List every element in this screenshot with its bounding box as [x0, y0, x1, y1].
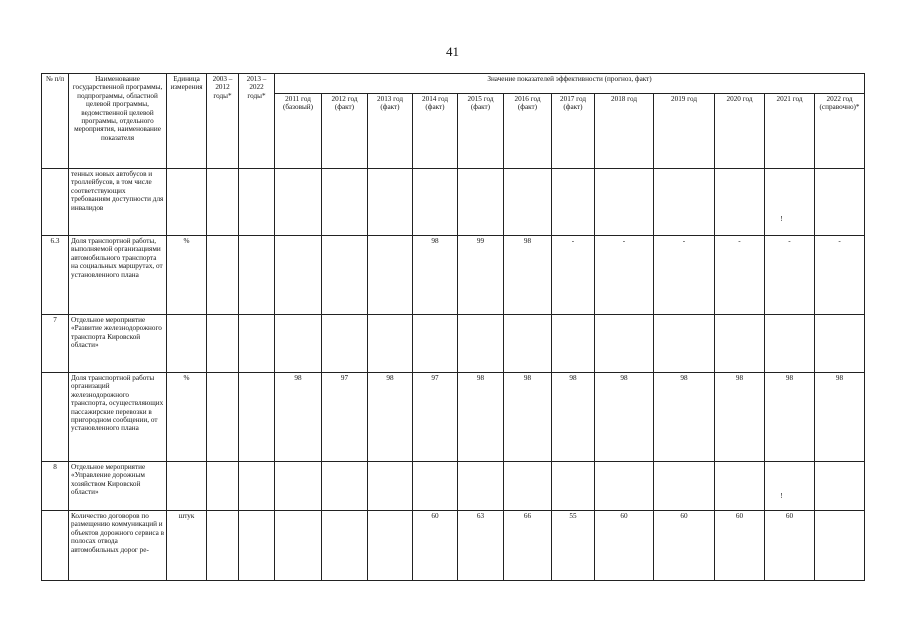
table-row [42, 169, 865, 236]
header-num: № п/п [42, 74, 69, 169]
row-name: Доля транспортной работы организаций железнодорожного транспорта, осуществляющих пассажирские перевозки в пригородном сообщении, от установленного плана [69, 373, 167, 462]
row-value [552, 169, 595, 236]
row-value [275, 169, 322, 236]
row-unit [167, 169, 207, 236]
row-value [715, 169, 765, 236]
row-value: 98 [413, 236, 458, 315]
row-period-2 [239, 236, 275, 315]
row-value: - [715, 236, 765, 315]
header-group: Значение показателей эффективности (прогноз, факт) [275, 74, 865, 94]
row-value [595, 315, 654, 373]
row-name: Количество договоров по размещению коммуникаций и объектов дорожного сервиса в полосах отвода автомобильных дорог ре- [69, 511, 167, 581]
row-value: - [815, 236, 865, 315]
row-unit [167, 315, 207, 373]
row-value [275, 511, 322, 581]
row-unit: % [167, 373, 207, 462]
row-num [42, 511, 69, 581]
row-period-2 [239, 511, 275, 581]
row-value: 98 [504, 373, 552, 462]
row-value [815, 169, 865, 236]
row-value [413, 315, 458, 373]
row-value: - [765, 236, 815, 315]
row-value [595, 169, 654, 236]
row-unit: % [167, 236, 207, 315]
row-value: 97 [413, 373, 458, 462]
row-period-2 [239, 169, 275, 236]
table-row [42, 236, 865, 315]
row-value: ! [765, 169, 815, 236]
row-unit [167, 462, 207, 511]
row-value: 98 [275, 373, 322, 462]
row-value [368, 315, 413, 373]
header-year: 2013 год (факт) [368, 94, 413, 169]
row-value: 98 [595, 373, 654, 462]
row-value [654, 462, 715, 511]
row-value: 98 [654, 373, 715, 462]
row-value [552, 462, 595, 511]
header-year: 2017 год (факт) [552, 94, 595, 169]
row-value: 98 [458, 373, 504, 462]
row-value [654, 169, 715, 236]
row-period-2 [239, 315, 275, 373]
row-num: 7 [42, 315, 69, 373]
row-value [322, 236, 368, 315]
row-value: 60 [413, 511, 458, 581]
table-row [42, 315, 865, 373]
header-year: 2015 год (факт) [458, 94, 504, 169]
row-value [765, 315, 815, 373]
header-year: 2018 год [595, 94, 654, 169]
row-value [275, 315, 322, 373]
row-value: 66 [504, 511, 552, 581]
header-year: 2012 год (факт) [322, 94, 368, 169]
header-year: 2019 год [654, 94, 715, 169]
row-value [552, 315, 595, 373]
row-value [322, 511, 368, 581]
table-row [42, 511, 865, 581]
row-value [815, 511, 865, 581]
row-value [504, 315, 552, 373]
row-value [458, 462, 504, 511]
header-unit: Единица измерения [167, 74, 207, 169]
row-value [595, 462, 654, 511]
row-period-2 [239, 373, 275, 462]
row-name: Доля транспортной работы, выполняемой организациями автомобильного транспорта на социальных маршрутах, от установленного плана [69, 236, 167, 315]
row-value: 60 [595, 511, 654, 581]
row-value: 98 [504, 236, 552, 315]
header-year: 2022 год (справочно)* [815, 94, 865, 169]
row-value: 63 [458, 511, 504, 581]
indicators-table [41, 73, 865, 581]
row-value: 98 [765, 373, 815, 462]
row-num [42, 373, 69, 462]
row-period-1 [207, 462, 239, 511]
row-value [413, 462, 458, 511]
row-value [275, 236, 322, 315]
row-name: тенных новых автобусов и троллейбусов, в том числе соответствующих требованиям доступности для инвалидов [69, 169, 167, 236]
row-value [368, 236, 413, 315]
row-value: 97 [322, 373, 368, 462]
row-value [275, 462, 322, 511]
row-value: 60 [765, 511, 815, 581]
row-value: ! [765, 462, 815, 511]
row-value [322, 169, 368, 236]
row-value: 98 [715, 373, 765, 462]
header-year: 2016 год (факт) [504, 94, 552, 169]
header-year: 2014 год (факт) [413, 94, 458, 169]
row-value: - [654, 236, 715, 315]
row-value [368, 511, 413, 581]
header-name: Наименование государственной программы, подпрограммы, областной целевой программы, ведомственной целевой программы, отдельного мероприятия, наименование показателя [69, 74, 167, 169]
row-value: 60 [654, 511, 715, 581]
row-value [368, 462, 413, 511]
row-value: 98 [368, 373, 413, 462]
row-period-1 [207, 236, 239, 315]
row-num [42, 169, 69, 236]
header-year: 2011 год (базовый) [275, 94, 322, 169]
row-value [654, 315, 715, 373]
row-period-1 [207, 373, 239, 462]
row-value [413, 169, 458, 236]
row-value: - [595, 236, 654, 315]
row-num: 6.3 [42, 236, 69, 315]
row-value: 99 [458, 236, 504, 315]
row-value: - [552, 236, 595, 315]
header-period-2: 2013 – 2022 годы* [239, 74, 275, 169]
row-value: 60 [715, 511, 765, 581]
row-unit: штук [167, 511, 207, 581]
row-value: 55 [552, 511, 595, 581]
row-value [322, 315, 368, 373]
table-row [42, 373, 865, 462]
row-value [458, 315, 504, 373]
row-num: 8 [42, 462, 69, 511]
row-value [504, 462, 552, 511]
row-value [368, 169, 413, 236]
row-name: Отдельное мероприятие «Развитие железнодорожного транспорта Кировской области» [69, 315, 167, 373]
row-value [322, 462, 368, 511]
row-value [715, 315, 765, 373]
header-row-1 [42, 74, 865, 94]
header-period-1: 2003 – 2012 годы* [207, 74, 239, 169]
row-period-2 [239, 462, 275, 511]
row-value: 98 [815, 373, 865, 462]
header-year: 2020 год [715, 94, 765, 169]
row-value [815, 462, 865, 511]
page-number: 41 [446, 44, 459, 59]
table-row [42, 462, 865, 511]
row-value [815, 315, 865, 373]
row-period-1 [207, 169, 239, 236]
row-value [715, 462, 765, 511]
row-value: 98 [552, 373, 595, 462]
header-year: 2021 год [765, 94, 815, 169]
row-name: Отдельное мероприятие «Управление дорожным хозяйством Кировской области» [69, 462, 167, 511]
row-period-1 [207, 511, 239, 581]
row-value [458, 169, 504, 236]
row-period-1 [207, 315, 239, 373]
row-value [504, 169, 552, 236]
